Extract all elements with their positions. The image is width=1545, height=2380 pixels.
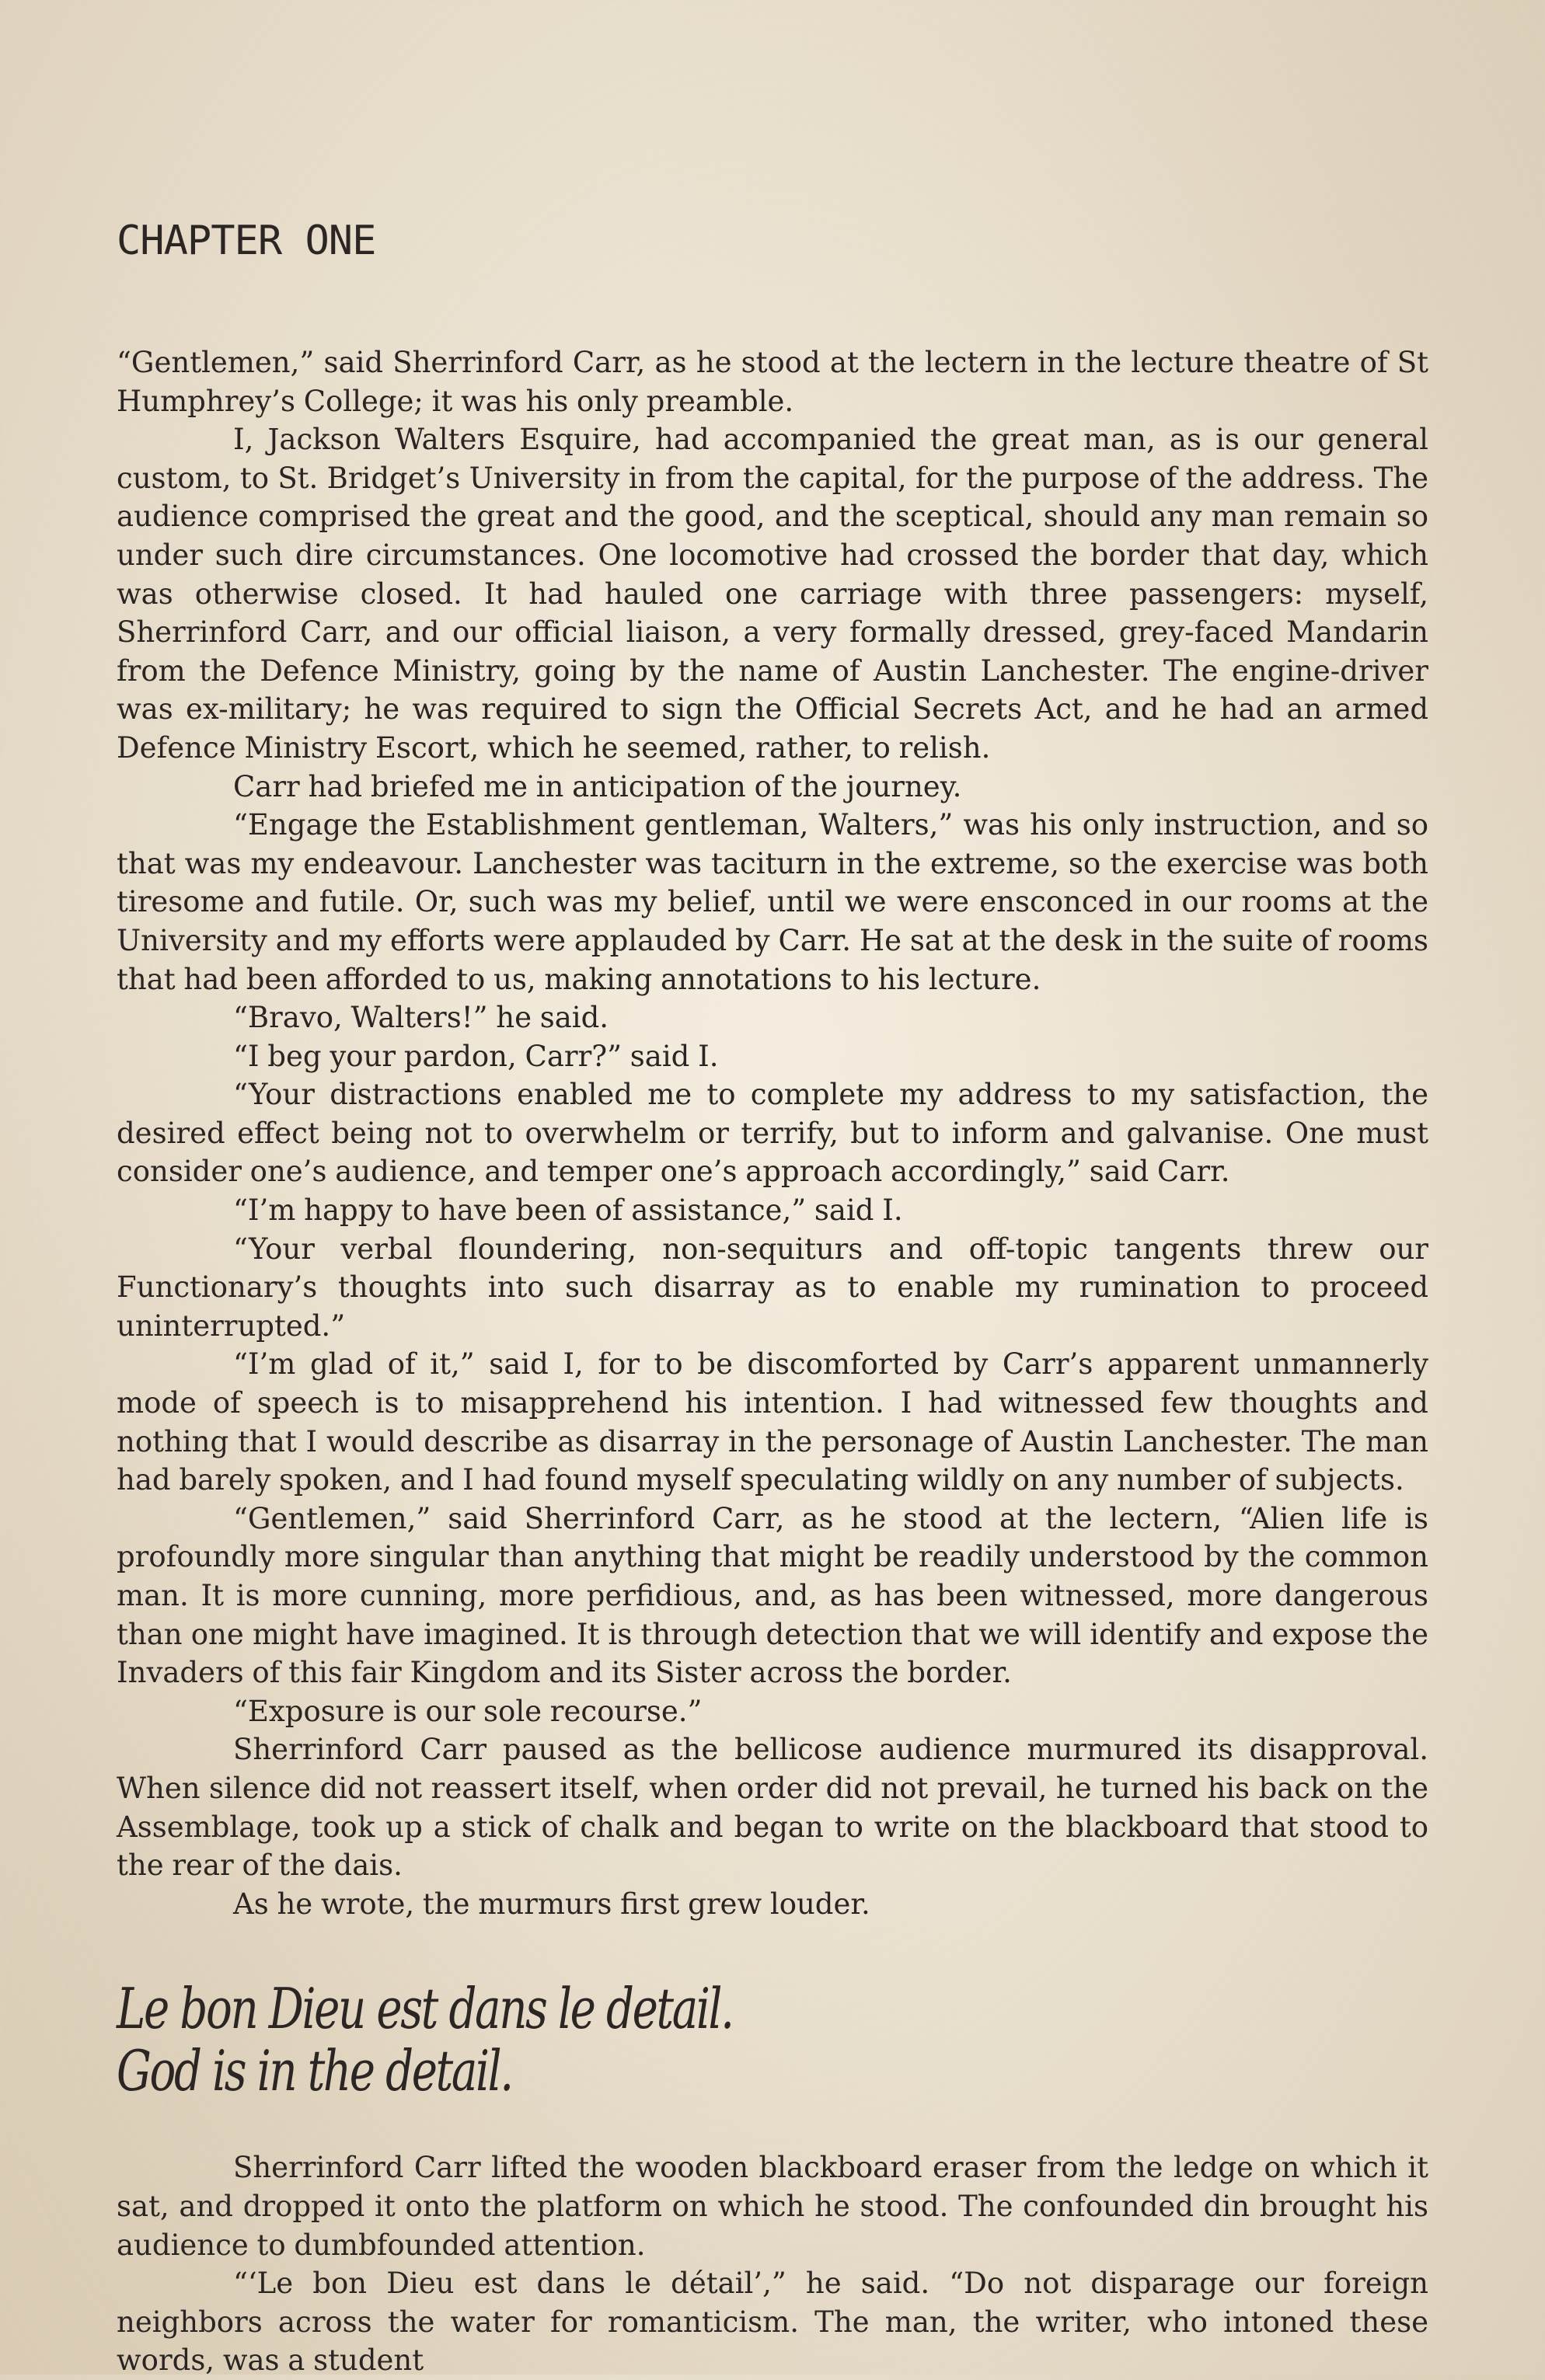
book-page: [117, 218, 1428, 2380]
body-text-after: [117, 2148, 1428, 2380]
paragraph: I, Jackson Walters Esquire, had accompanied the great man, as is our general custom, to St. Bridget’s University in from the capital, for the purpose of the address. The audience comprised the great and the good, and the sceptical, should any man remain so under such dire circumstances. One locomotive had crossed the border that day, which was otherwise closed. It had hauled one carriage with three passengers: myself, Sherrinford Carr, and our official liaison, a very formally dressed, grey-faced Mandarin from the Defence Ministry, going by the name of Austin Lanchester. The engine-driver was ex-military; he was required to sign the Official Secrets Act, and he had an armed Defence Ministry Escort, which he seemed, rather, to relish.: [117, 423, 1428, 765]
paragraph: “I beg your pardon, Carr?” said I.: [233, 1039, 719, 1073]
paragraph: Sherrinford Carr lifted the wooden blackboard eraser from the ledge on which it sat, and dropped it onto the platform on which he stood. The confounded din brought his audience to dumbfounded attention.: [117, 2151, 1428, 2262]
paragraph: “I’m glad of it,” said I, for to be discomforted by Carr’s apparent unmannerly mode of speech is to misapprehend his intention. I had witnessed few thoughts and nothing that I would describe as disarray in the personage of Austin Lanchester. The man had barely spoken, and I had found myself speculating wildly on any number of subjects.: [117, 1347, 1428, 1497]
paragraph: “Gentlemen,” said Sherrinford Carr, as he stood at the lectern in the lecture theatre of St Humphrey’s College; it was his only preamble.: [117, 346, 1428, 418]
epigraph-line-english: God is in the detail.: [117, 2038, 512, 2104]
paragraph: “Your distractions enabled me to complete my address to my satisfaction, the desired effect being not to overwhelm or terrify, but to inform and galvanise. One must consider one’s audience, and temper one’s approach accordingly,” said Carr.: [117, 1078, 1428, 1189]
epigraph-line-french: Le bon Dieu est dans le detail.: [117, 1976, 733, 2042]
paragraph: “Engage the Establishment gentleman, Walters,” was his only instruction, and so that was my endeavour. Lanchester was taciturn in the extreme, so the exercise was both tiresome and futile. Or, such was my belief, until we were ensconced in our rooms at the University and my efforts were applauded by Carr. He sat at the desk in the suite of rooms that had been afforded to us, making annotations to his lecture.: [117, 808, 1428, 996]
handwritten-epigraph: [117, 1978, 1140, 2102]
paragraph: “I’m happy to have been of assistance,” said I.: [233, 1193, 903, 1228]
paragraph: “Bravo, Walters!” he said.: [233, 1001, 609, 1035]
paragraph: Carr had briefed me in anticipation of the journey.: [233, 769, 962, 803]
paragraph: Sherrinford Carr paused as the bellicose audience murmured its disapproval. When silence did not reassert itself, when order did not prevail, he turned his back on the Assemblage, took up a stick of chalk and began to write on the blackboard that stood to the rear of the dais.: [117, 1733, 1428, 1883]
paragraph: “Your verbal floundering, non-sequiturs and off-topic tangents threw our Functionary’s thoughts into such disarray as to enable my rumination to proceed uninterrupted.”: [117, 1232, 1428, 1343]
chapter-title: CHAPTER ONE: [117, 218, 376, 264]
paragraph: “‘Le bon Dieu est dans le détail’,” he said. “Do not disparage our foreign neighbors across the water for romanticism. The man, the writer, who intoned these words, was a student: [117, 2267, 1428, 2378]
body-text-before: [117, 343, 1428, 1923]
paragraph: “Gentlemen,” said Sherrinford Carr, as he stood at the lectern, “Alien life is profoundly more singular than anything that might be readily understood by the common man. It is more cunning, more perfidious, and, as has been witnessed, more dangerous than one might have imagined. It is through detection that we will identify and expose the Invaders of this fair Kingdom and its Sister across the border.: [117, 1501, 1428, 1690]
paragraph: “Exposure is our sole recourse.”: [233, 1694, 703, 1728]
paragraph: As he wrote, the murmurs first grew louder.: [233, 1887, 870, 1921]
